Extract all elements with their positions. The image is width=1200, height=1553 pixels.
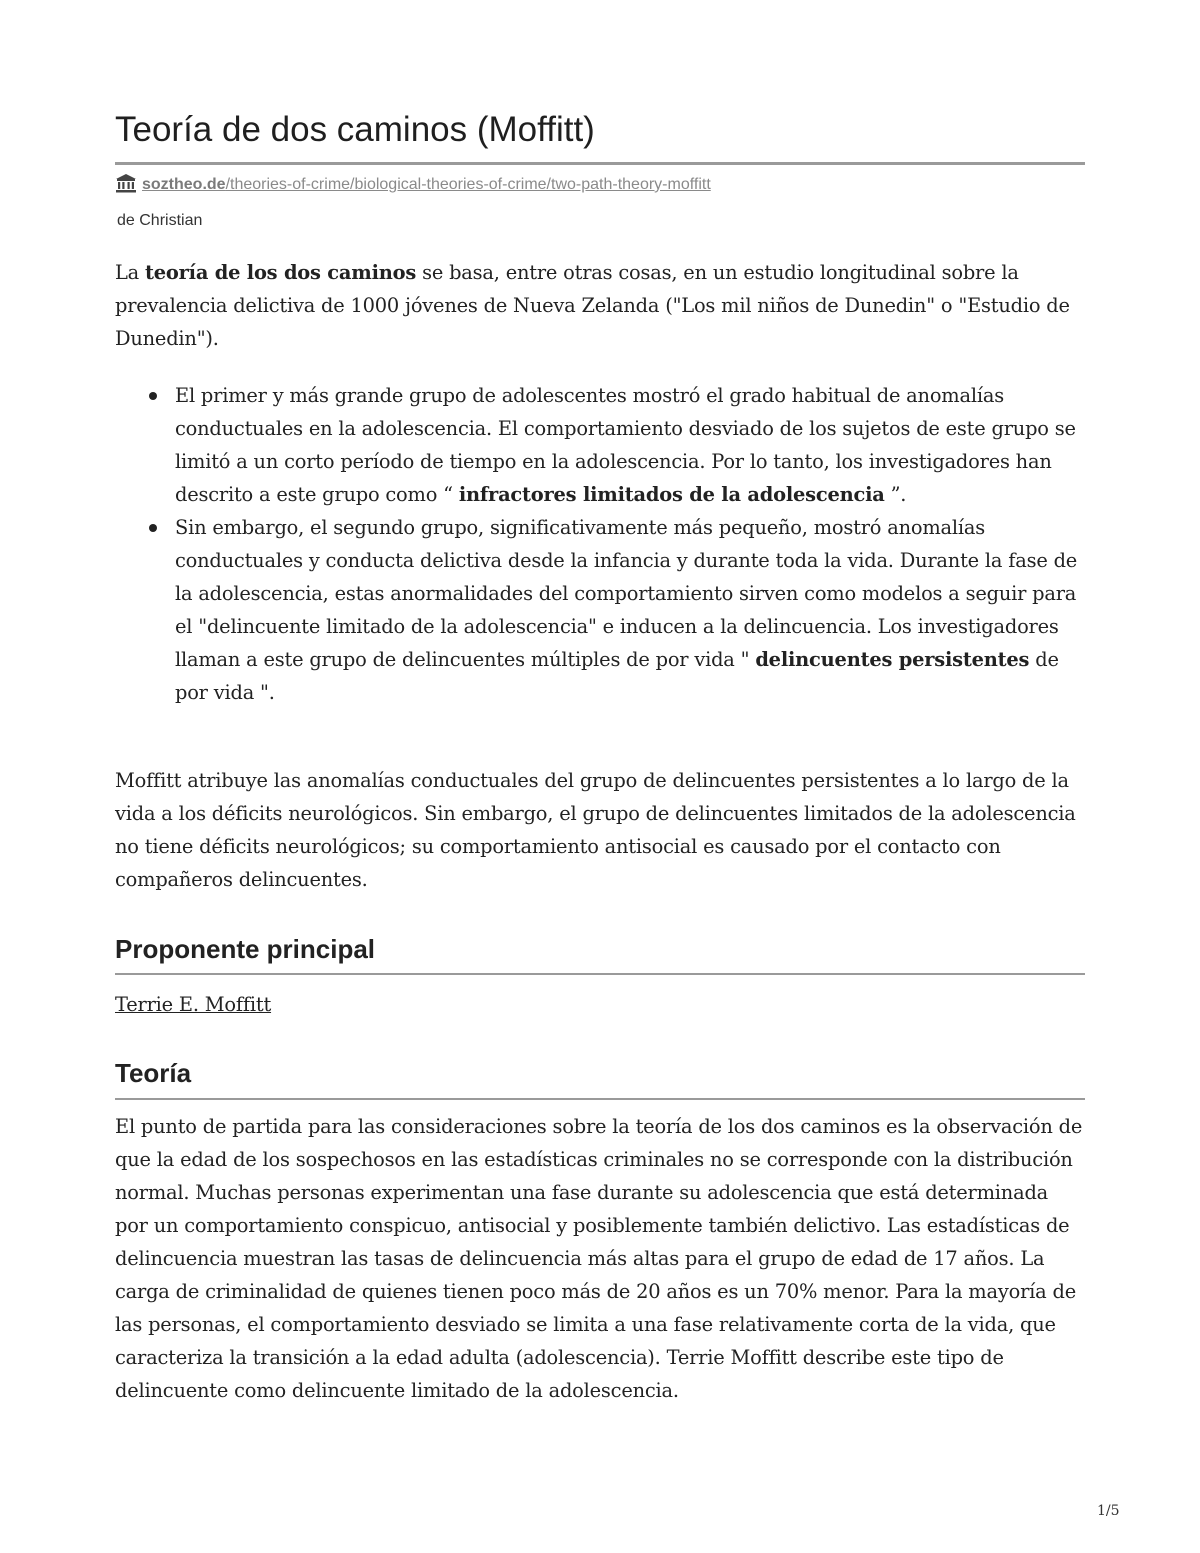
list-item [115, 379, 1085, 511]
source-domain: soztheo.de [142, 176, 226, 193]
title-divider [115, 162, 1085, 165]
author-line: de Christian [117, 212, 203, 229]
bullet-icon [149, 392, 157, 400]
source-link[interactable] [142, 176, 711, 193]
theory-paragraph: El punto de partida para las consideraciones sobre la teoría de los dos caminos es la observación de que la edad de los sospechosos en las estadísticas criminales no se corresponde con la distribución normal. Muchas personas experimentan una fase durante su adolescencia que está determinada por un comportamiento conspicuo, antisocial y posiblemente también delictivo. Las estadísticas de delincuencia muestran las tasas de delincuencia más altas para el grupo de edad de 17 años. La carga de criminalidad de quienes tienen poco más de 20 años es un 70% menor. Para la mayoría de las personas, el comportamiento desviado se limita a una fase relativamente corta de la vida, que caracteriza la transición a la edad adulta (adolescencia). Terrie Moffitt describe este tipo de delincuente como delincuente limitado de la adolescencia. [115, 1115, 1083, 1402]
intro-bold-term: teoría de los dos caminos [145, 261, 417, 284]
bullet-icon [149, 524, 157, 532]
intro-prefix: La [115, 261, 146, 284]
list-item-bold: delincuentes persistentes [755, 648, 1030, 671]
museum-icon [115, 173, 137, 200]
proponent-heading: Proponente principal [115, 934, 376, 964]
intro-paragraph [115, 256, 1085, 355]
list-item-prefix: Sin embargo, el segundo grupo, significativamente más pequeño, mostró anomalías conductuales y conducta delictiva desde la infancia y durante toda la vida. Durante la fase de la adolescencia, estas anormalidades del comportamiento sirven como modelos a seguir para el "delincuente limitado de la adolescencia" e inducen a la delincuencia. Los investigadores llaman a este grupo de delincuentes múltiples de por vida " [175, 516, 1078, 671]
list-item-suffix: de por vida ". [175, 648, 1059, 704]
groups-list [115, 379, 1085, 709]
list-item-bold: infractores limitados de la adolescencia [458, 483, 885, 506]
page-title: Teoría de dos caminos (Moffitt) [115, 110, 595, 149]
source-path: /theories-of-crime/biological-theories-of-crime/two-path-theory-moffitt [225, 176, 711, 193]
list-item [115, 511, 1085, 709]
page-number: 1/5 [1097, 1503, 1120, 1519]
proponent-link[interactable]: Terrie E. Moffitt [115, 993, 272, 1016]
moffitt-paragraph: Moffitt atribuye las anomalías conductuales del grupo de delincuentes persistentes a lo largo de la vida a los déficits neurológicos. Sin embargo, el grupo de delincuentes limitados de la adolescencia no tiene déficits neurológicos; su comportamiento antisocial es causado por el contacto con compañeros delincuentes. [115, 769, 1076, 891]
proponent-divider [115, 973, 1085, 975]
list-item-suffix: ”. [884, 483, 907, 506]
intro-suffix: se basa, entre otras cosas, en un estudio longitudinal sobre la prevalencia delictiva de 1000 jóvenes de Nueva Zelanda ("Los mil niños de Dunedin" o "Estudio de Dunedin"). [115, 261, 1070, 350]
list-item-prefix: El primer y más grande grupo de adolescentes mostró el grado habitual de anomalías conductuales en la adolescencia. El comportamiento desviado de los sujetos de este grupo se limitó a un corto período de tiempo en la adolescencia. Por lo tanto, los investigadores han descrito a este grupo como “ [175, 384, 1076, 506]
theory-heading: Teoría [115, 1058, 192, 1088]
theory-divider [115, 1098, 1085, 1100]
source-line [115, 173, 711, 200]
